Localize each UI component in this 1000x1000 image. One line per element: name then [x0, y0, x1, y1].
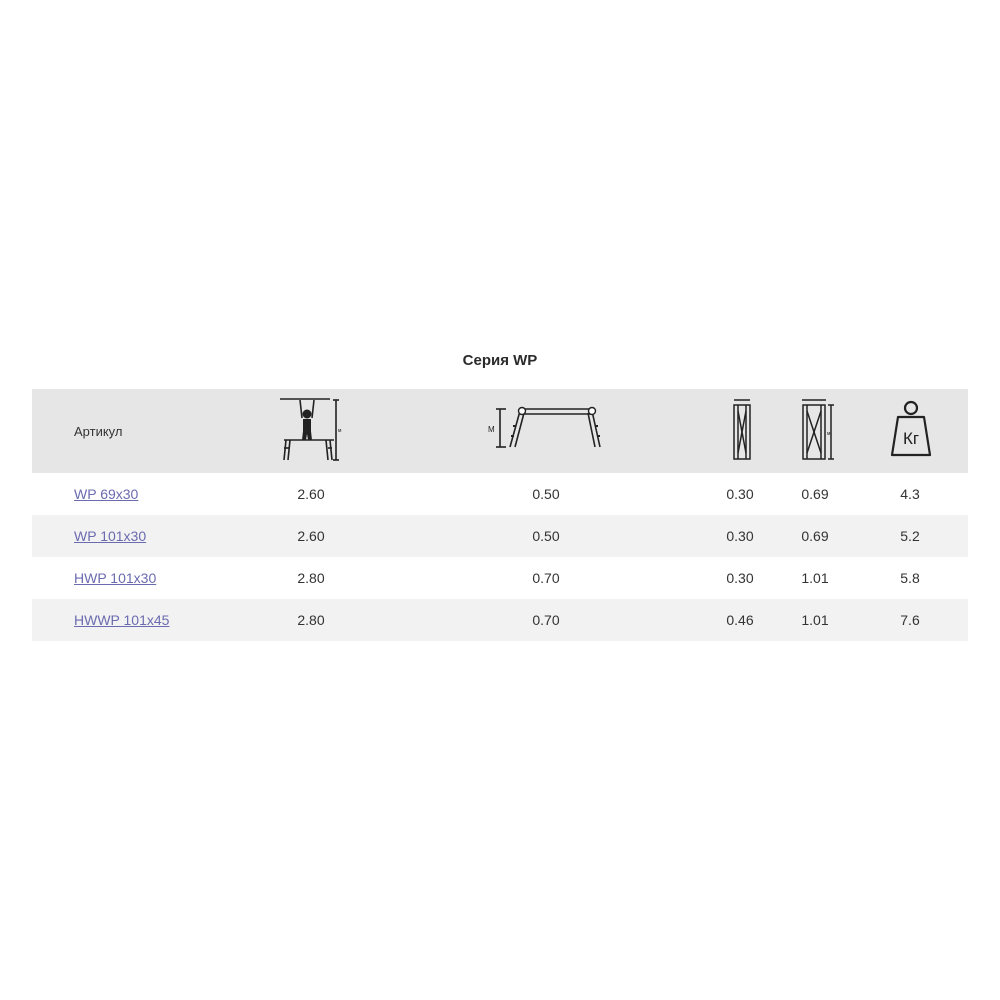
working-height-value: 2.80 [297, 612, 325, 628]
working-height-value: 2.80 [297, 570, 325, 586]
platform-height-icon [484, 403, 614, 455]
weight-icon [888, 397, 934, 461]
platform-height-value: 0.50 [532, 486, 560, 502]
width-open-icon [800, 397, 836, 463]
svg-text:м: м [827, 431, 831, 437]
weight-value: 5.2 [900, 528, 920, 544]
weight-unit-label: Кг [902, 429, 920, 448]
sku-link[interactable]: WP 101x30 [74, 528, 147, 544]
article-header: Артикул [74, 423, 123, 439]
table-row [32, 557, 968, 599]
width-open-value: 0.69 [801, 528, 829, 544]
width-closed-value: 0.30 [726, 528, 754, 544]
table-title: Серия WP [462, 352, 538, 369]
weight-value: 7.6 [900, 612, 920, 628]
svg-text:М: М [488, 425, 495, 434]
width-open-value: 0.69 [801, 486, 829, 502]
sku-link[interactable]: WP 69x30 [74, 486, 139, 502]
table-header [32, 389, 968, 473]
width-closed-icon [730, 397, 754, 463]
working-height-value: 2.60 [297, 486, 325, 502]
width-open-value: 1.01 [801, 612, 829, 628]
table-row [32, 599, 968, 641]
table-row [32, 473, 968, 515]
weight-value: 4.3 [900, 486, 920, 502]
table-row [32, 515, 968, 557]
spec-table [32, 389, 968, 641]
width-closed-value: 0.30 [726, 570, 754, 586]
svg-text:м: м [338, 428, 342, 434]
working-height-icon [278, 396, 344, 464]
sku-link[interactable]: HWP 101x30 [74, 570, 157, 586]
width-open-value: 1.01 [801, 570, 829, 586]
weight-value: 5.8 [900, 570, 920, 586]
width-closed-value: 0.30 [726, 486, 754, 502]
working-height-value: 2.60 [297, 528, 325, 544]
sku-link[interactable]: HWWP 101x45 [74, 612, 170, 628]
platform-height-value: 0.70 [532, 570, 560, 586]
platform-height-value: 0.70 [532, 612, 560, 628]
platform-height-value: 0.50 [532, 528, 560, 544]
width-closed-value: 0.46 [726, 612, 754, 628]
